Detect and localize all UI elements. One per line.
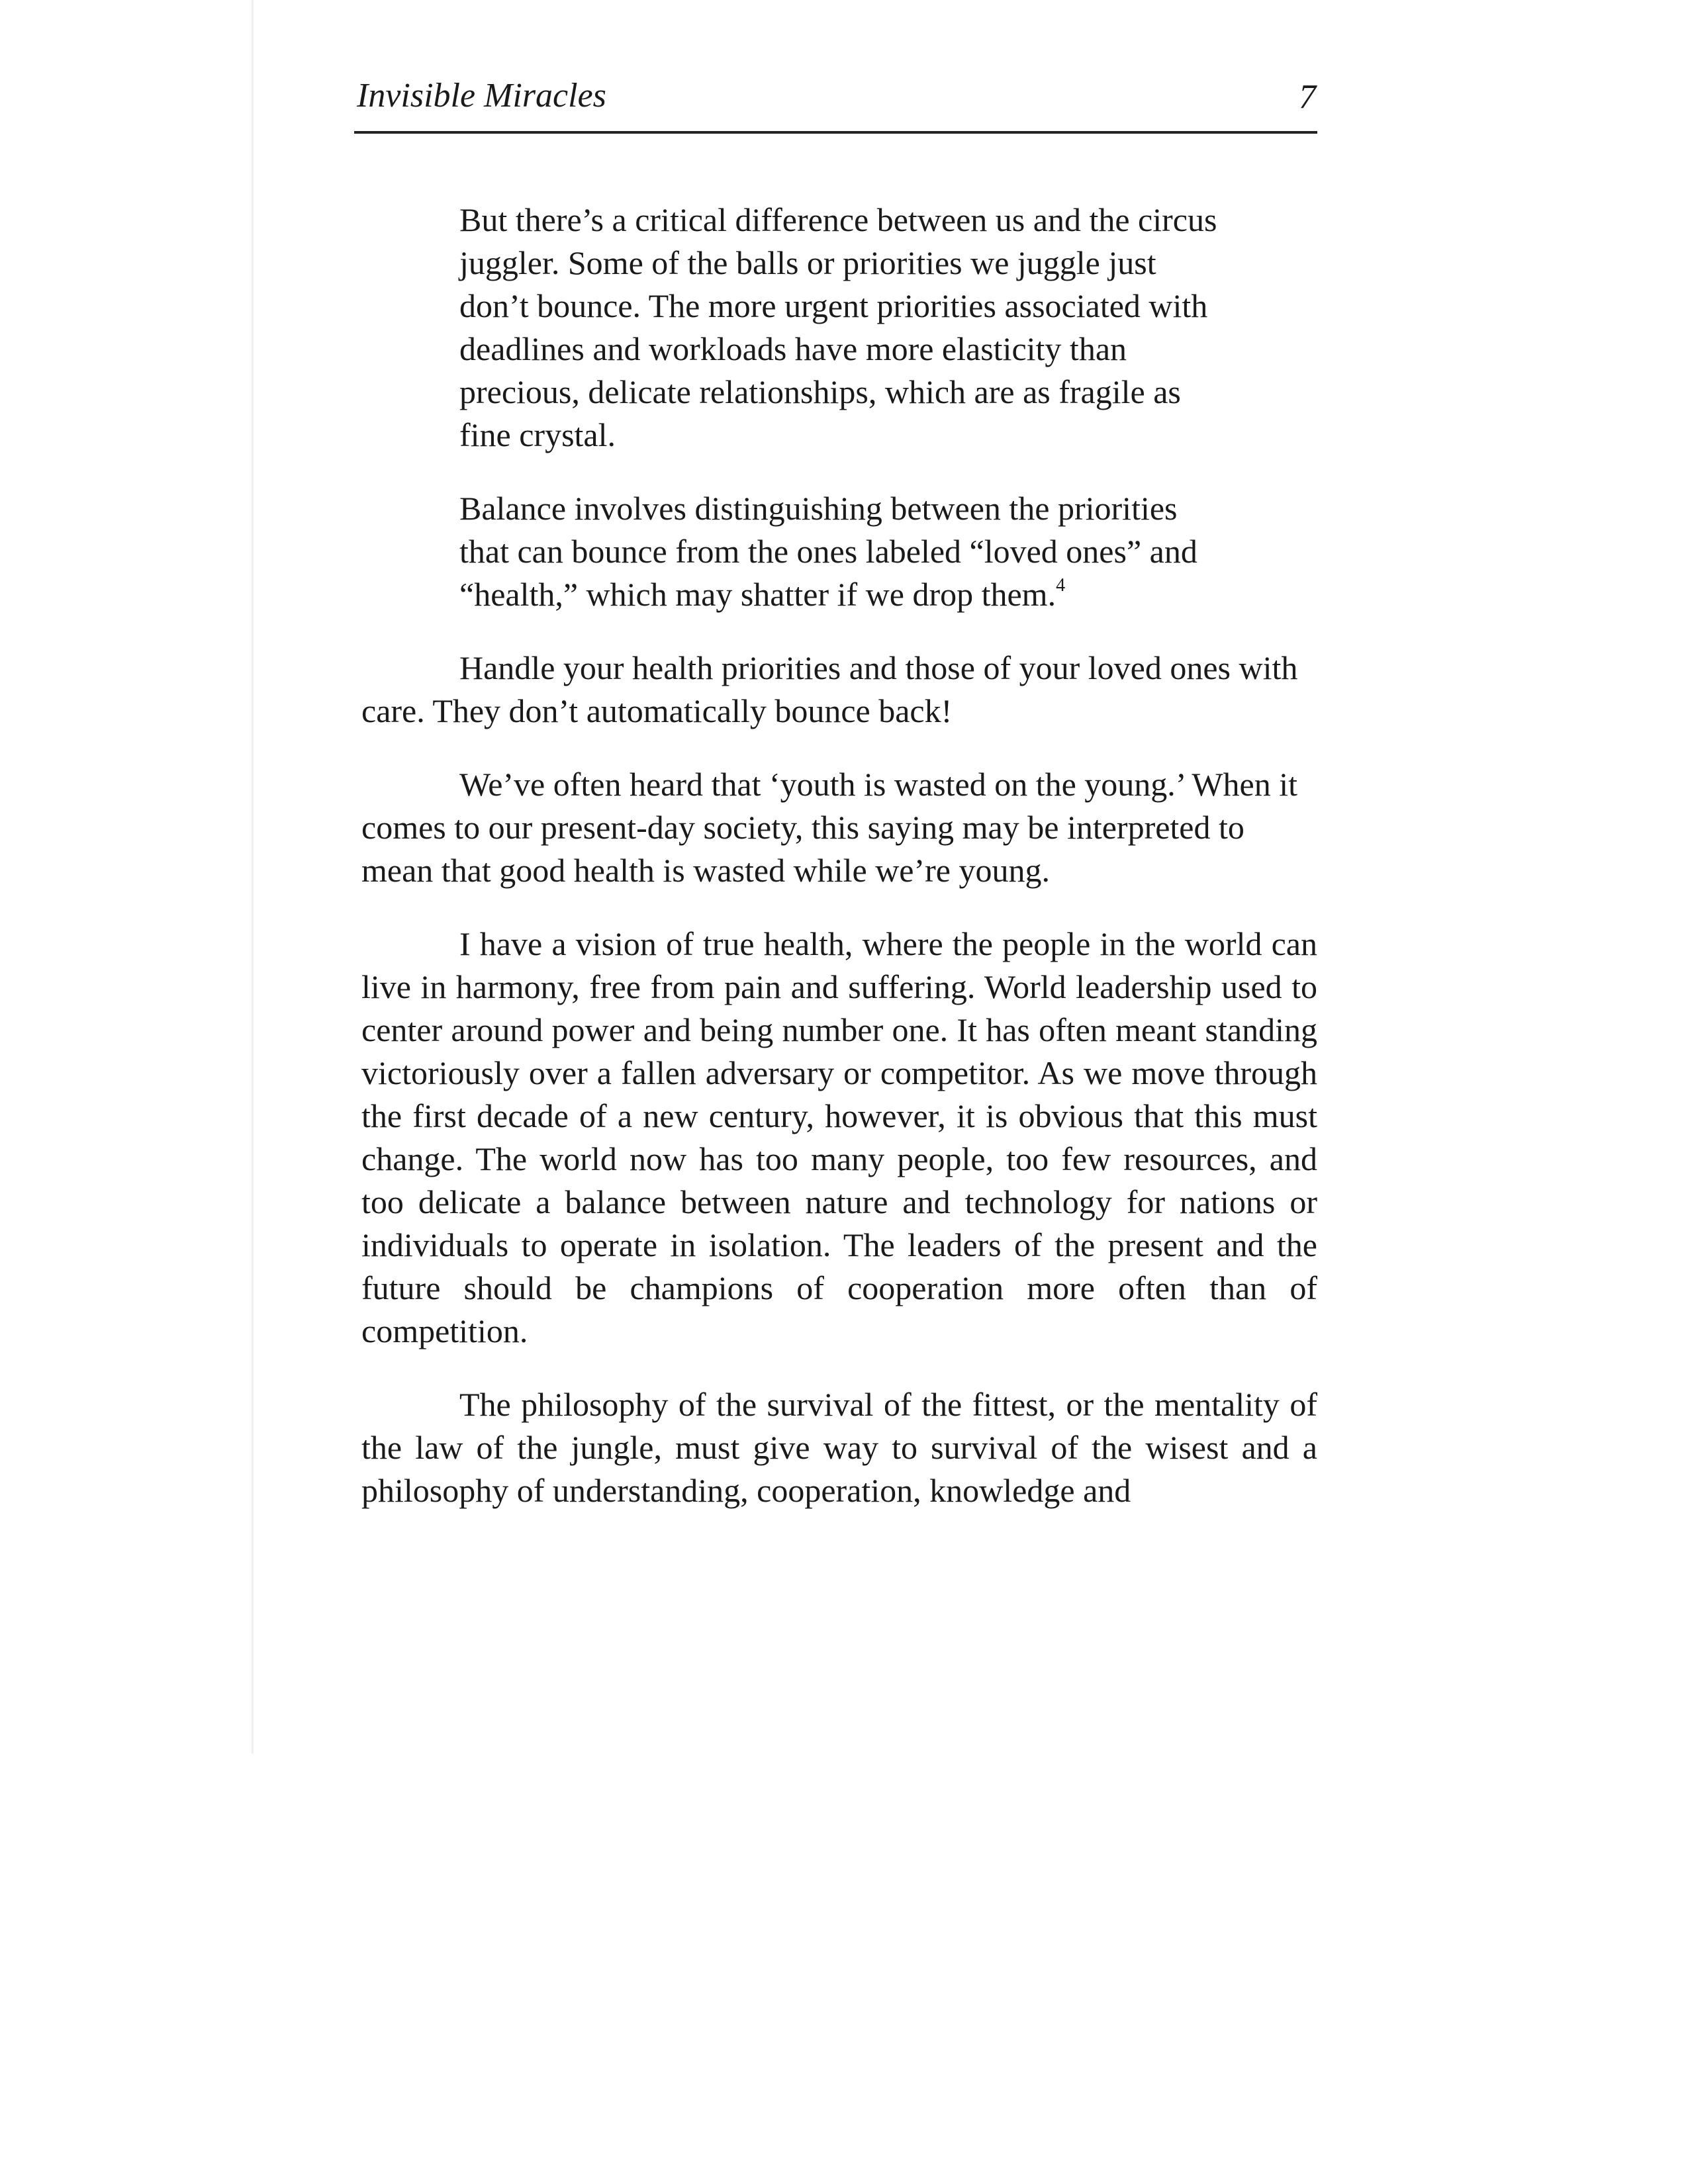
page-gutter-shadow	[252, 0, 254, 1754]
body-paragraph: Handle your health priorities and those of your loved ones with care. They don’t automatically bounce back!	[361, 649, 1298, 729]
footnote-marker: 4	[1056, 575, 1066, 596]
page-number: 7	[1299, 78, 1316, 116]
quote-paragraph-text: But there’s a critical difference between us and the circus juggler. Some of the balls or priorities we juggle just don’t bounce. The more urgent priorities associated with deadlines and workloads have more elasticity than precious, delicate relationships, which are as fragile as fine crystal.	[459, 201, 1217, 453]
running-title: Invisible Miracles	[357, 77, 606, 114]
running-header	[354, 71, 1317, 134]
text-column	[361, 199, 1317, 1543]
block-quote	[459, 199, 1221, 616]
quote-paragraph-text: Balance involves distinguishing between the priorities that can bounce from the ones labeled “loved ones” and “health,” which may shatter if we drop them.	[459, 490, 1197, 613]
body-paragraph: We’ve often heard that ‘youth is wasted on the young.’ When it comes to our present-day society, this saying may be interpreted to mean that good health is wasted while we’re young.	[361, 766, 1297, 889]
quote-paragraph	[459, 199, 1221, 457]
quote-paragraph	[459, 487, 1221, 616]
body-paragraph: The philosophy of the survival of the fittest, or the mentality of the law of the jungle, must give way to survival of the wisest and a philosophy of understanding, cooperation, knowledge and	[361, 1386, 1317, 1509]
body-paragraph: I have a vision of true health, where the people in the world can live in harmony, free from pain and suffering. World leadership used to center around power and being number one. It has often meant standing victoriously over a fallen adversary or competitor. As we move through the first decade of a new century, however, it is obvious that this must change. The world now has too many people, too few resources, and too delicate a balance between nature and technology for nations or individuals to operate in isolation. The leaders of the present and the future should be champions of cooperation more often than of competition.	[361, 925, 1317, 1349]
